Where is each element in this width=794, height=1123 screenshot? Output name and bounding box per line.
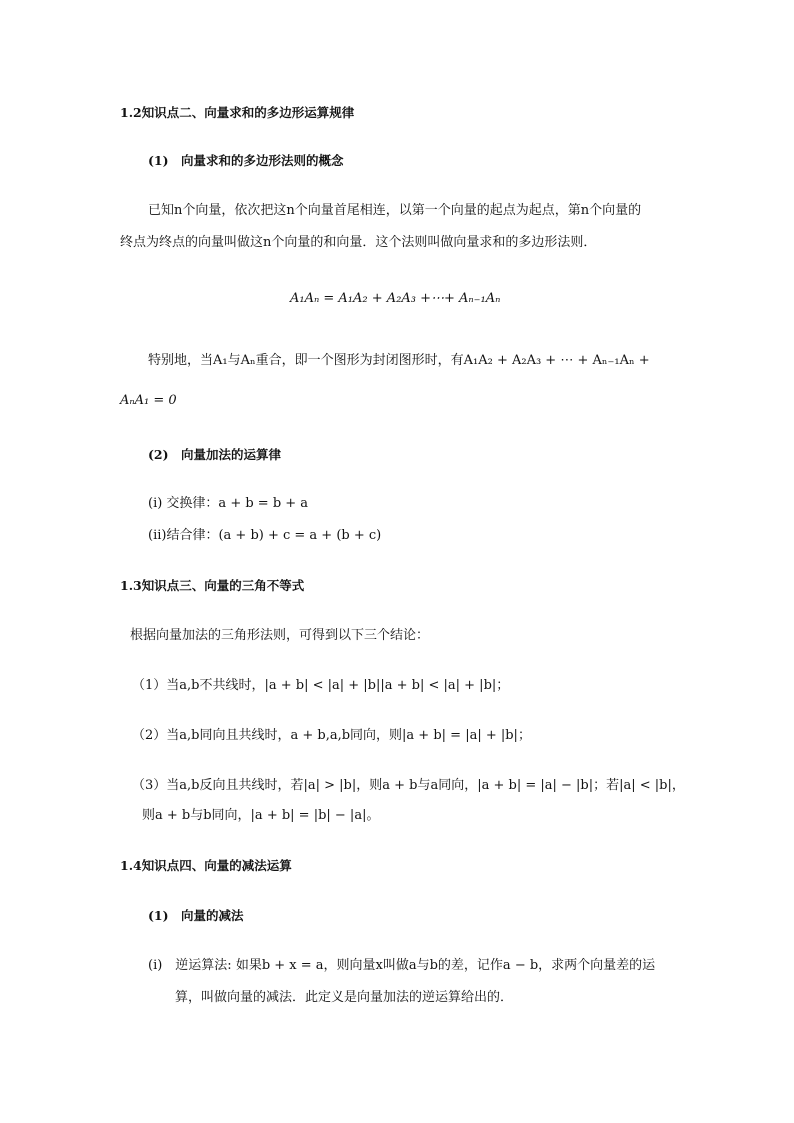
paragraph-line: 终点为终点的向量叫做这n个向量的和向量．这个法则叫做向量求和的多边形法则． xyxy=(120,235,597,250)
paragraph-line: 根据向量加法的三角形法则，可得到以下三个结论： xyxy=(130,628,430,643)
heading-1-3: 1.3知识点三、向量的三角不等式 xyxy=(120,578,305,593)
formula-polygon-sum: A₁Aₙ = A₁A₂ + A₂A₃ +⋯+ Aₙ₋₁Aₙ xyxy=(290,291,501,306)
subheading-1-4-1: (1) 向量的减法 xyxy=(148,908,244,923)
subheading-1-2-1: (1) 向量求和的多边形法则的概念 xyxy=(148,153,344,168)
heading-1-4: 1.4知识点四、向量的减法运算 xyxy=(120,858,292,873)
heading-1-2: 1.2知识点二、向量求和的多边形运算规律 xyxy=(120,105,355,120)
conclusion-1: （1）当a,b不共线时，|a + b| < |a| + |b||a + b| < |a| + |b|； xyxy=(132,678,510,693)
conclusion-3-cont: 则a + b与b同向，|a + b| = |b| − |a|。 xyxy=(142,808,380,823)
paragraph-line: 特别地，当A₁与Aₙ重合，即一个图形为封闭图形时，有A₁A₂ + A₂A₃ + ⋯ + Aₙ₋₁Aₙ + xyxy=(148,353,650,368)
law-associative: (ii)结合律：(a + b) + c = a + (b + c) xyxy=(148,528,382,543)
paragraph-line: 算，叫做向量的减法．此定义是向量加法的逆运算给出的． xyxy=(175,990,514,1005)
conclusion-3: （3）当a,b反向且共线时，若|a| > |b|，则a + b与a同向，|a + b| = |a| − |b|；若|a| < |b|， xyxy=(132,778,685,793)
law-commutative: (i) 交换律：a + b = b + a xyxy=(148,496,309,511)
conclusion-2: （2）当a,b同向且共线时，a + b,a,b同向，则|a + b| = |a| + |b|； xyxy=(132,728,531,743)
formula-closed: AₙA₁ = 0 xyxy=(120,393,177,408)
subheading-1-2-2: (2) 向量加法的运算律 xyxy=(148,447,282,462)
paragraph-line: (i) 逆运算法: 如果b + x = a，则向量x叫做a与b的差，记作a − b，求两个向量差的运 xyxy=(148,958,656,973)
paragraph-line: 已知n个向量，依次把这n个向量首尾相连，以第一个向量的起点为起点，第n个向量的 xyxy=(148,203,642,218)
